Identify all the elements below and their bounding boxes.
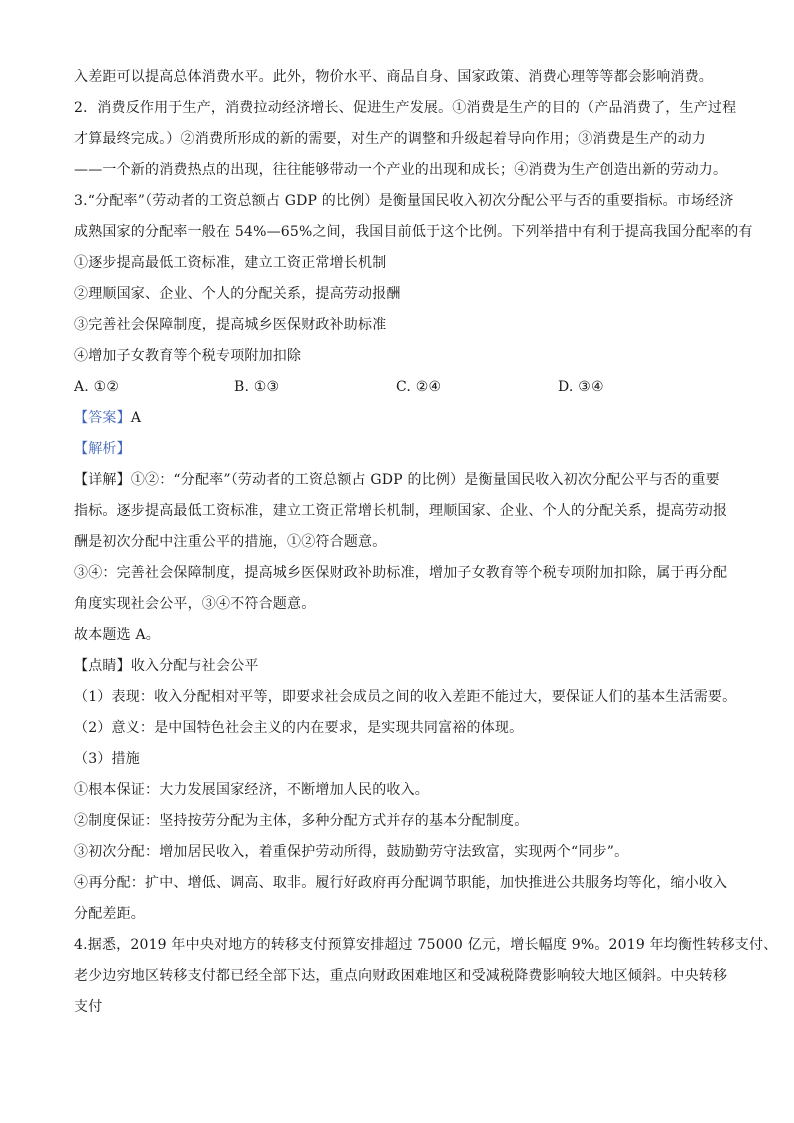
option-b: B. ①③	[234, 379, 280, 395]
paragraph-line: ——一个新的消费热点的出现，往往能够带动一个产业的出现和成长；④消费为生产创造出新的劳动力。	[74, 162, 728, 178]
question-4-line: 支付	[74, 999, 103, 1015]
tip-line: ②制度保证：坚持按劳分配为主体，多种分配方式并存的基本分配制度。	[74, 813, 529, 829]
paragraph-line: 才算最终完成。）②消费所形成的新的需要，对生产的调整和升级起着导向作用；③消费是生产的动力	[74, 131, 706, 147]
question-4-line: 老少边穷地区转移支付都已经全部下达，重点向财政困难地区和受减税降费影响较大地区倾斜。中央转移	[74, 968, 728, 984]
statement-1: ①逐步提高最低工资标准，建立工资正常增长机制	[74, 255, 387, 271]
detail-conclusion: 故本题选 A。	[74, 627, 160, 643]
answer-label: 【答案】	[74, 410, 131, 426]
question-3-line: 成熟国家的分配率一般在 54%—65%之间，我国目前低于这个比例。下列举措中有利于提高我国分配率的有	[74, 224, 753, 240]
tip-heading	[74, 651, 724, 682]
tip-line: ④再分配：扩中、增低、调高、取非。履行好政府再分配调节职能，加快推进公共服务均等化，缩小收入	[74, 875, 728, 891]
question-4-line: 4.据悉，2019 年中央对地方的转移支付预算安排超过 75000 亿元，增长幅度 9%。2019 年均衡性转移支付、	[74, 937, 778, 953]
analysis-label: 【解析】	[74, 441, 131, 457]
document-body	[74, 62, 778, 1023]
detail-text: ①②：“分配率”（劳动者的工资总额占 GDP 的比例）是衡量国民收入初次分配公平与否的重要	[130, 472, 720, 488]
statement-4: ④增加子女教育等个税专项附加扣除	[74, 348, 302, 364]
option-d: D. ③④	[558, 379, 604, 395]
detail-label: 【详解】	[74, 472, 131, 488]
question-3-line: 3.“分配率”（劳动者的工资总额占 GDP 的比例）是衡量国民收入初次分配公平与否的重要指标。市场经济	[74, 193, 734, 209]
analysis-line	[74, 434, 724, 465]
tip-line: 分配差距。	[74, 906, 145, 922]
tip-line: （2）意义：是中国特色社会主义的内在要求，是实现共同富裕的体现。	[74, 720, 524, 736]
paragraph-line: 2．消费反作用于生产，消费拉动经济增长、促进生产发展。①消费是生产的目的（产品消费了，生产过程	[74, 100, 737, 116]
paragraph-line: 入差距可以提高总体消费水平。此外，物价水平、商品自身、国家政策、消费心理等等都会影响消费。	[74, 69, 713, 85]
detail-line: 角度实现社会公平，③④不符合题意。	[74, 596, 316, 612]
answer-line	[74, 403, 724, 434]
answer-value: A	[130, 410, 142, 426]
tip-label: 【点睛】	[74, 658, 131, 674]
statement-2: ②理顺国家、企业、个人的分配关系，提高劳动报酬	[74, 286, 401, 302]
detail-line: 酬是初次分配中注重公平的措施，①②符合题意。	[74, 534, 387, 550]
tip-line: （3）措施	[74, 751, 140, 767]
option-a: A. ①②	[74, 379, 120, 395]
statement-3: ③完善社会保障制度，提高城乡医保财政补助标准	[74, 317, 387, 333]
answer-options	[74, 372, 724, 403]
tip-line: ①根本保证：大力发展国家经济，不断增加人民的收入。	[74, 782, 429, 798]
tip-line: ③初次分配：增加居民收入，着重保护劳动所得，鼓励勤劳守法致富，实现两个“同步”。	[74, 844, 629, 860]
option-c: C. ②④	[396, 379, 442, 395]
detail-line: 指标。逐步提高最低工资标准，建立工资正常增长机制，理顺国家、企业、个人的分配关系，提高劳动报	[74, 503, 728, 519]
detail-line: ③④：完善社会保障制度，提高城乡医保财政补助标准，增加子女教育等个税专项附加扣除，属于再分配	[74, 565, 728, 581]
tip-title: 收入分配与社会公平	[130, 658, 259, 674]
detail-line	[74, 465, 724, 496]
tip-line: （1）表现：收入分配相对平等，即要求社会成员之间的收入差距不能过大，要保证人们的基本生活需要。	[74, 689, 737, 705]
